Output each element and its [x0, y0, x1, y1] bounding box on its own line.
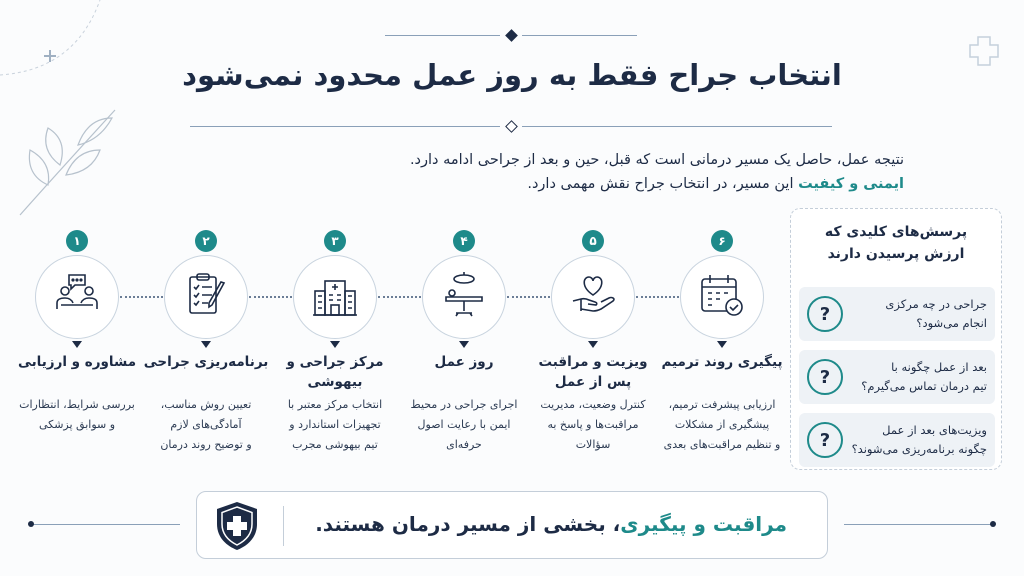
step-description-line: آمادگی‌های لازم [170, 418, 242, 431]
connector-dots [636, 296, 679, 298]
connector-dots [120, 296, 163, 298]
step-icon-circle [551, 255, 635, 339]
operating-table-icon [438, 269, 490, 325]
step-title: روز عمل [434, 354, 494, 370]
question-card [799, 350, 995, 404]
step-title: ویزیت و مراقبت پس از عمل [538, 354, 648, 390]
step-icon-circle [680, 255, 764, 339]
step-icon-circle [293, 255, 377, 339]
question-card [799, 413, 995, 467]
step-number: ۲ [195, 230, 217, 252]
step-description-line: انتخاب مرکز معتبر با [287, 398, 383, 411]
shield-medical-icon [213, 500, 261, 556]
step-description-line: بررسی شرایط، انتظارات [19, 398, 135, 411]
clipboard-checklist-icon [180, 269, 232, 325]
down-arrow-icon [459, 341, 469, 348]
step-icon-circle [164, 255, 248, 339]
step-description [647, 395, 797, 455]
subtitle-line-2 [144, 172, 904, 196]
step-description-line: و سوابق پزشکی [38, 418, 116, 431]
step-description [260, 395, 410, 455]
step-description-line: و توضیح روند درمان [160, 438, 252, 451]
step-description [131, 395, 281, 455]
question-text-line: جراحی در چه مرکزی [885, 297, 987, 311]
subtitle [144, 148, 904, 196]
down-arrow-icon [717, 341, 727, 348]
step-description-line: تیم بیهوشی مجرب [292, 438, 378, 451]
consultation-icon [51, 269, 103, 325]
panel-title-line: ارزش پرسیدن دارند [827, 246, 965, 262]
panel-title [791, 221, 1001, 265]
step-description-line: مراقبت‌ها و پاسخ به [547, 418, 639, 431]
subtitle-rest: این مسیر، در انتخاب جراح نقش مهمی دارد. [527, 176, 799, 192]
down-arrow-icon [330, 341, 340, 348]
page-title: انتخاب جراح فقط به روز عمل محدود نمی‌شود [182, 58, 842, 92]
step-title: مرکز جراحی و بیهوشی [286, 354, 384, 390]
step-description-line: ایمن با رعایت اصول [417, 418, 511, 431]
step-number: ۵ [582, 230, 604, 252]
step-icon-circle [35, 255, 119, 339]
step-description-line: تجهیزات استاندارد و [289, 418, 381, 431]
key-questions-panel [790, 208, 1002, 470]
step-description [2, 395, 152, 435]
ornament-line [522, 126, 832, 127]
question-mark-icon: ? [807, 296, 843, 332]
footer-text [315, 512, 787, 536]
step-description-line: ارزیابی پیشرفت ترمیم، [668, 398, 776, 411]
step-title: پیگیری روند ترمیم [661, 354, 783, 370]
heart-hand-icon [567, 269, 619, 325]
question-text-line: انجام می‌شود؟ [916, 316, 987, 330]
ornament-line [844, 524, 994, 525]
connector-dots [249, 296, 292, 298]
ornament-dot [28, 521, 34, 527]
step-number: ۶ [711, 230, 733, 252]
footer-rest: ، بخشی از مسیر درمان هستند. [315, 512, 621, 536]
question-mark-icon: ? [807, 422, 843, 458]
question-text-line: ویزیت‌های بعد از عمل [882, 423, 987, 437]
calendar-check-icon [696, 269, 748, 325]
question-text [849, 421, 987, 459]
ornament-dot [990, 521, 996, 527]
step-title: مشاوره و ارزیابی [17, 354, 137, 370]
down-arrow-icon [72, 341, 82, 348]
question-text-line: بعد از عمل چگونه با [891, 360, 987, 374]
down-arrow-icon [588, 341, 598, 348]
step-description-line: پیشگیری از مشکلات [674, 418, 770, 431]
ornament-line [190, 126, 500, 127]
step-description-line: تعیین روش مناسب، [160, 398, 252, 411]
step-description-line: سؤالات [575, 438, 611, 451]
step-description-line: اجرای جراحی در محیط [410, 398, 518, 411]
step-number: ۱ [66, 230, 88, 252]
question-mark-icon: ? [807, 359, 843, 395]
question-text [849, 358, 987, 396]
step-number: ۳ [324, 230, 346, 252]
ornament-line [385, 35, 500, 36]
step-description [518, 395, 668, 455]
question-card [799, 287, 995, 341]
step-number: ۴ [453, 230, 475, 252]
connector-dots [378, 296, 421, 298]
panel-title-line: پرسش‌های کلیدی که [824, 224, 968, 240]
step-description-line: حرفه‌ای [446, 438, 482, 451]
question-text [849, 295, 987, 333]
down-arrow-icon [201, 341, 211, 348]
subtitle-highlight: ایمنی و کیفیت [798, 176, 904, 192]
ornament-line [30, 524, 180, 525]
connector-dots [507, 296, 550, 298]
step-icon-circle [422, 255, 506, 339]
question-text-line: تیم درمان تماس می‌گیرم؟ [861, 379, 987, 393]
ornament-line [522, 35, 637, 36]
hospital-icon [309, 269, 361, 325]
footer-highlight: مراقبت و پیگیری [620, 512, 787, 536]
subtitle-line-1: نتیجه عمل، حاصل یک مسیر درمانی است که قبل، حین و بعد از جراحی ادامه دارد. [409, 152, 904, 168]
question-text-line: چگونه برنامه‌ریزی می‌شوند؟ [851, 442, 987, 456]
step-title: برنامه‌ریزی جراحی [143, 354, 269, 370]
divider [283, 506, 284, 546]
step-description-line: کنترل وضعیت، مدیریت [540, 398, 646, 411]
step-description-line: و تنظیم مراقبت‌های بعدی [663, 438, 781, 451]
footer-banner [196, 491, 828, 559]
step-description [389, 395, 539, 455]
